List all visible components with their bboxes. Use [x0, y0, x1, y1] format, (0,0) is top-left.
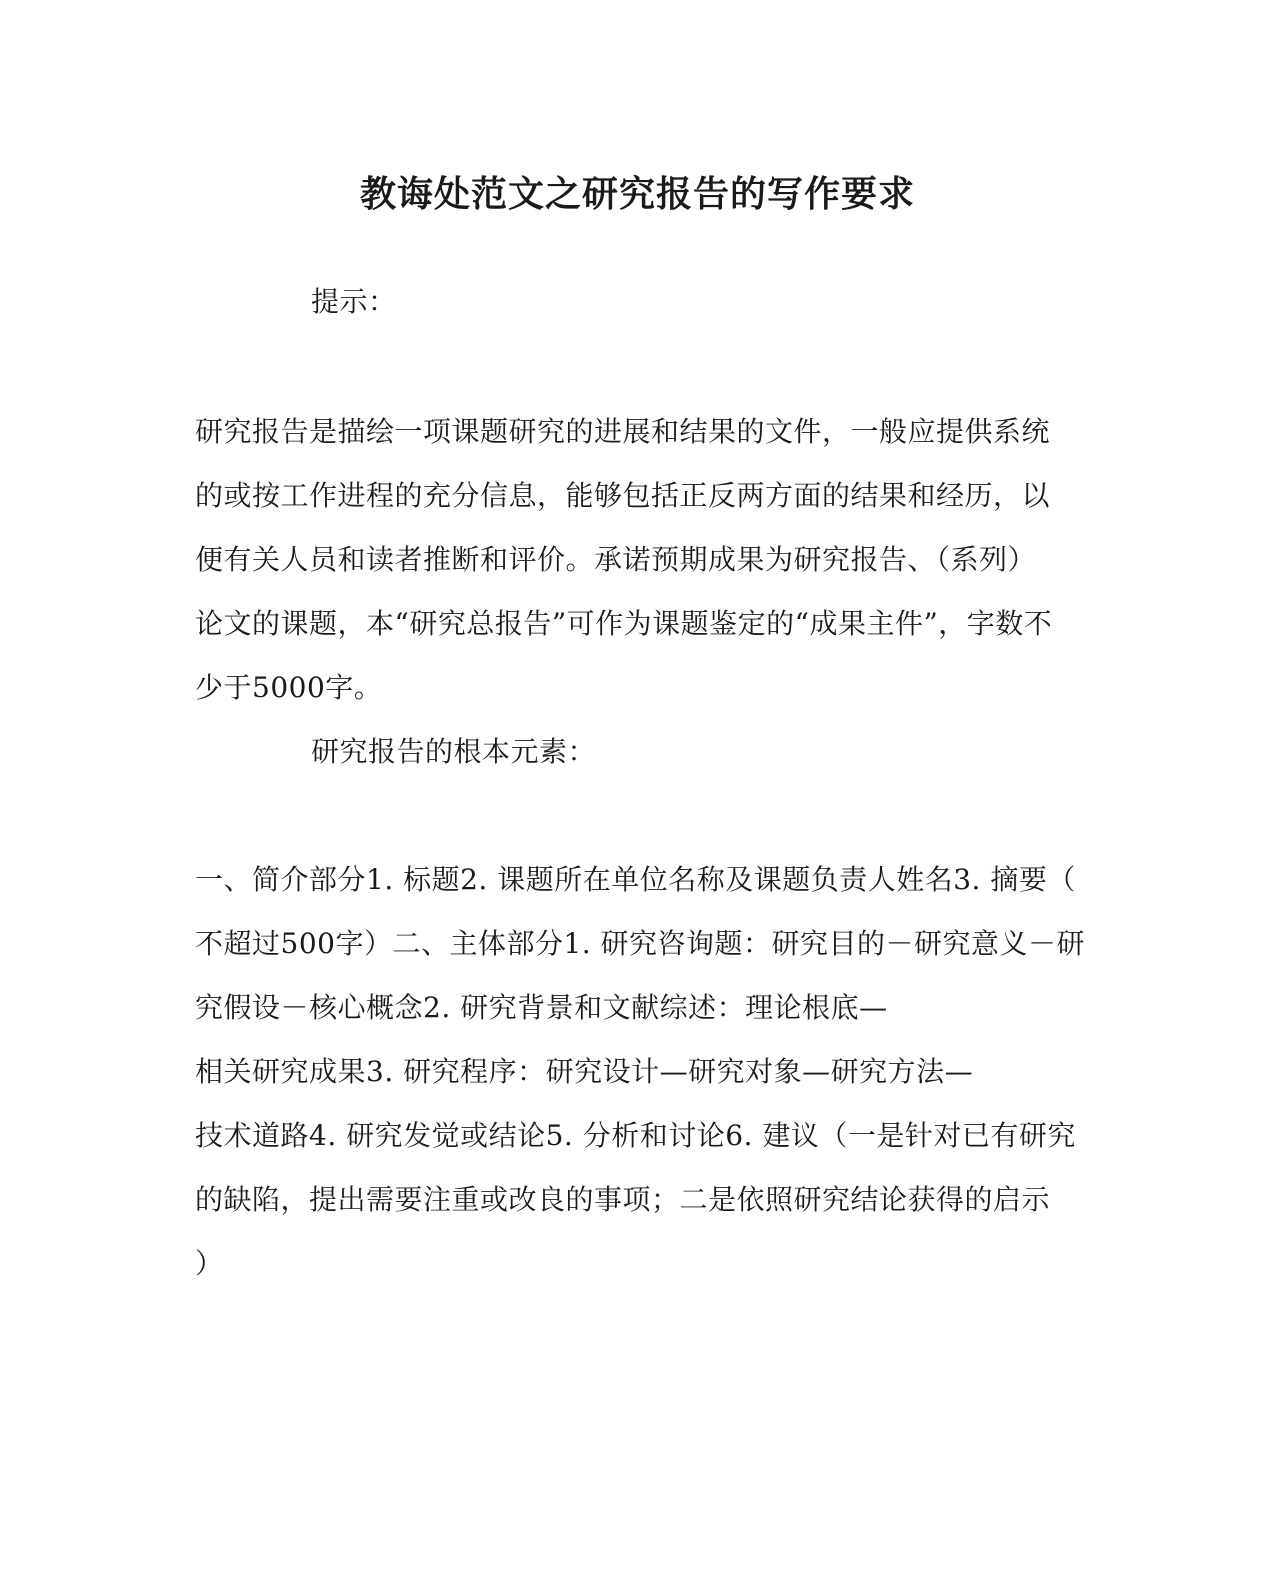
paragraph-line: 究假设－核心概念2. 研究背景和文献综述：理论根底—: [195, 991, 888, 1024]
paragraph-line: 少于5000字。: [195, 671, 383, 704]
paragraph-line: 的或按工作进程的充分信息，能够包括正反两方面的结果和经历，以: [195, 479, 1051, 512]
hint-label: 提示：: [311, 285, 397, 318]
paragraph-line: 便有关人员和读者推断和评价。承诺预期成果为研究报告、（系列）: [195, 543, 1037, 576]
document-title: 教诲处范文之研究报告的写作要求: [359, 173, 915, 215]
paragraph-line: 相关研究成果3. 研究程序：研究设计—研究对象—研究方法—: [195, 1055, 974, 1088]
paragraph-line: 论文的课题，本“研究总报告”可作为课题鉴定的“成果主件”，字数不: [195, 607, 1053, 640]
elements-label: 研究报告的根本元素：: [311, 735, 597, 768]
paragraph-line: 技术道路4. 研究发觉或结论5. 分析和讨论6. 建议（一是针对已有研究: [195, 1119, 1076, 1152]
paragraph-line: 的缺陷，提出需要注重或改良的事项；二是依照研究结论获得的启示: [195, 1183, 1051, 1216]
paragraph-line: 研究报告是描绘一项课题研究的进展和结果的文件，一般应提供系统: [195, 415, 1051, 448]
paragraph-line: ）: [195, 1247, 224, 1280]
paragraph-line: 不超过500字）二、主体部分1. 研究咨询题：研究目的－研究意义－研: [195, 927, 1086, 960]
paragraph-line: 一、简介部分1. 标题2. 课题所在单位名称及课题负责人姓名3. 摘要（: [195, 863, 1076, 896]
